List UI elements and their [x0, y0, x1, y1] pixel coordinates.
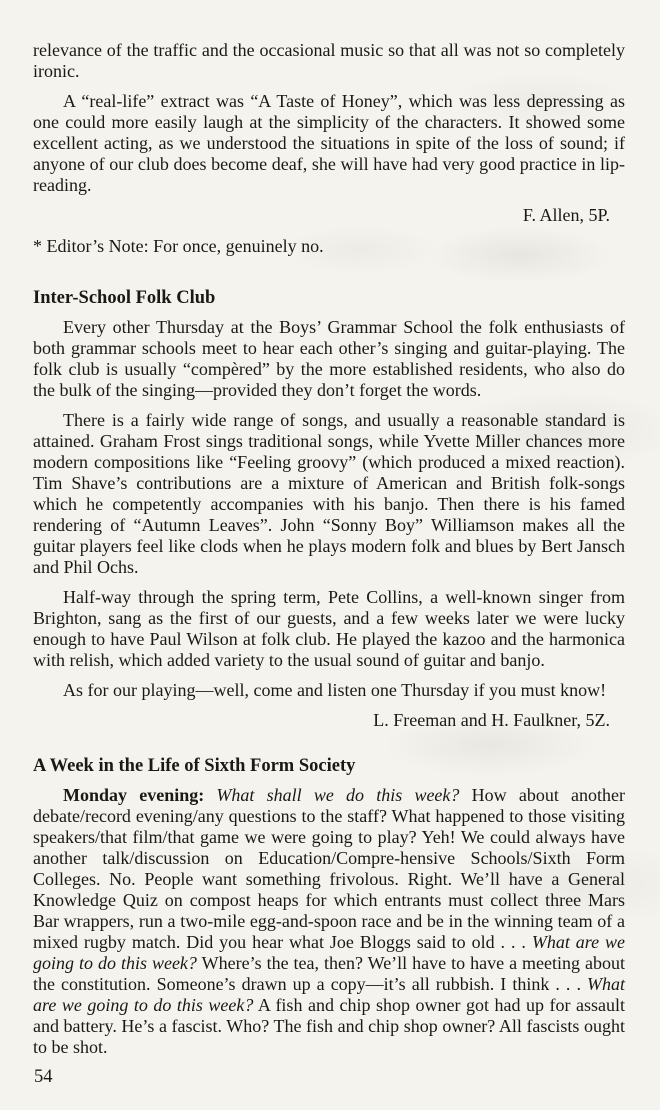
monday-segment-1: How about another debate/record evening/any questions to the staff? What happened to those visiting speakers/that film/that game we were going to play? Yeh! We could always have another talk/discussion on Education/Compre-hensive Schools/Sixth Form Colleges. No. People want something frivolous. Right. We’ll have a General Knowledge Quiz on compost heaps for which entrants must collect three Mars Bar wrappers, run a two-mile egg-and-spoon race and be in the winning team of a mixed rugby match. Did you hear what Joe Bloggs said to old . . . [33, 785, 625, 952]
monday-question-italic: What shall we do this week? [216, 785, 460, 805]
paragraph-folk-club-3: Half-way through the spring term, Pete Collins, a well-known singer from Brighton, sang as the first of our guests, and a few weeks later we were lucky enough to have Paul Wilson at folk club. He played the kazoo and the harmonica with relish, which added variety to the usual sound of guitar and banjo. [33, 587, 625, 670]
paragraph-folk-club-1: Every other Thursday at the Boys’ Grammar School the folk enthusiasts of both grammar schools meet to hear each other’s singing and guitar-playing. The folk club is usually “compèred” by the more established residents, who also do the bulk of the singing—provided they don’t forget the words. [33, 317, 625, 400]
paragraph-continuation: relevance of the traffic and the occasional music so that all was not so completely ironic. [33, 40, 625, 81]
heading-inter-school-folk-club: Inter-School Folk Club [33, 288, 216, 308]
paragraph-taste-of-honey: A “real-life” extract was “A Taste of Honey”, which was less depressing as one could more easily laugh at the simplicity of the characters. It showed some excellent acting, as we understood the situations in spite of the loss of sound; if anyone of our club does become deaf, she will have had very good practice in lip-reading. [33, 91, 625, 195]
signature-freeman-faulkner: L. Freeman and H. Faulkner, 5Z. [373, 710, 610, 730]
signature-f-allen: F. Allen, 5P. [522, 205, 610, 225]
week-question-italic-3: What are we going to do this week? [33, 974, 625, 1015]
page-number: 54 [34, 1067, 53, 1087]
editors-note: * Editor’s Note: For once, genuinely no. [33, 236, 324, 256]
week-question-italic-2: What are we going to do this week? [33, 932, 625, 973]
paragraph-folk-club-4: As for our playing—well, come and listen one Thursday if you must know! [63, 680, 607, 700]
monday-segment-2: Where’s the tea, then? We’ll have to have a meeting about the constitution. Someone’s drawn up a copy—it’s all rubbish. I think . . . [33, 953, 626, 994]
monday-segment-3: A fish and chip shop owner got had up for assault and battery. He’s a fascist. Who? The fish and chip shop owner? All fascists ought to be shot. [33, 995, 625, 1057]
paragraph-folk-club-2: There is a fairly wide range of songs, and usually a reasonable standard is attained. Graham Frost sings traditional songs, while Yvette Miller chances more modern compositions like “Feeling groovy” (which produced a mixed reaction). Tim Shave’s contributions are a mixture of American and British folk-songs which he competently accompanies with his banjo. Then there is his famed rendering of “Autumn Leaves”. John “Sonny Boy” Williamson makes all the guitar players feel like clods when he plays modern folk and blues by Bert Jansch and Phil Ochs. [33, 410, 625, 577]
heading-sixth-form-society: A Week in the Life of Sixth Form Society [33, 756, 356, 776]
monday-evening-label: Monday evening: [63, 785, 205, 805]
paragraph-monday-evening [33, 785, 625, 1058]
